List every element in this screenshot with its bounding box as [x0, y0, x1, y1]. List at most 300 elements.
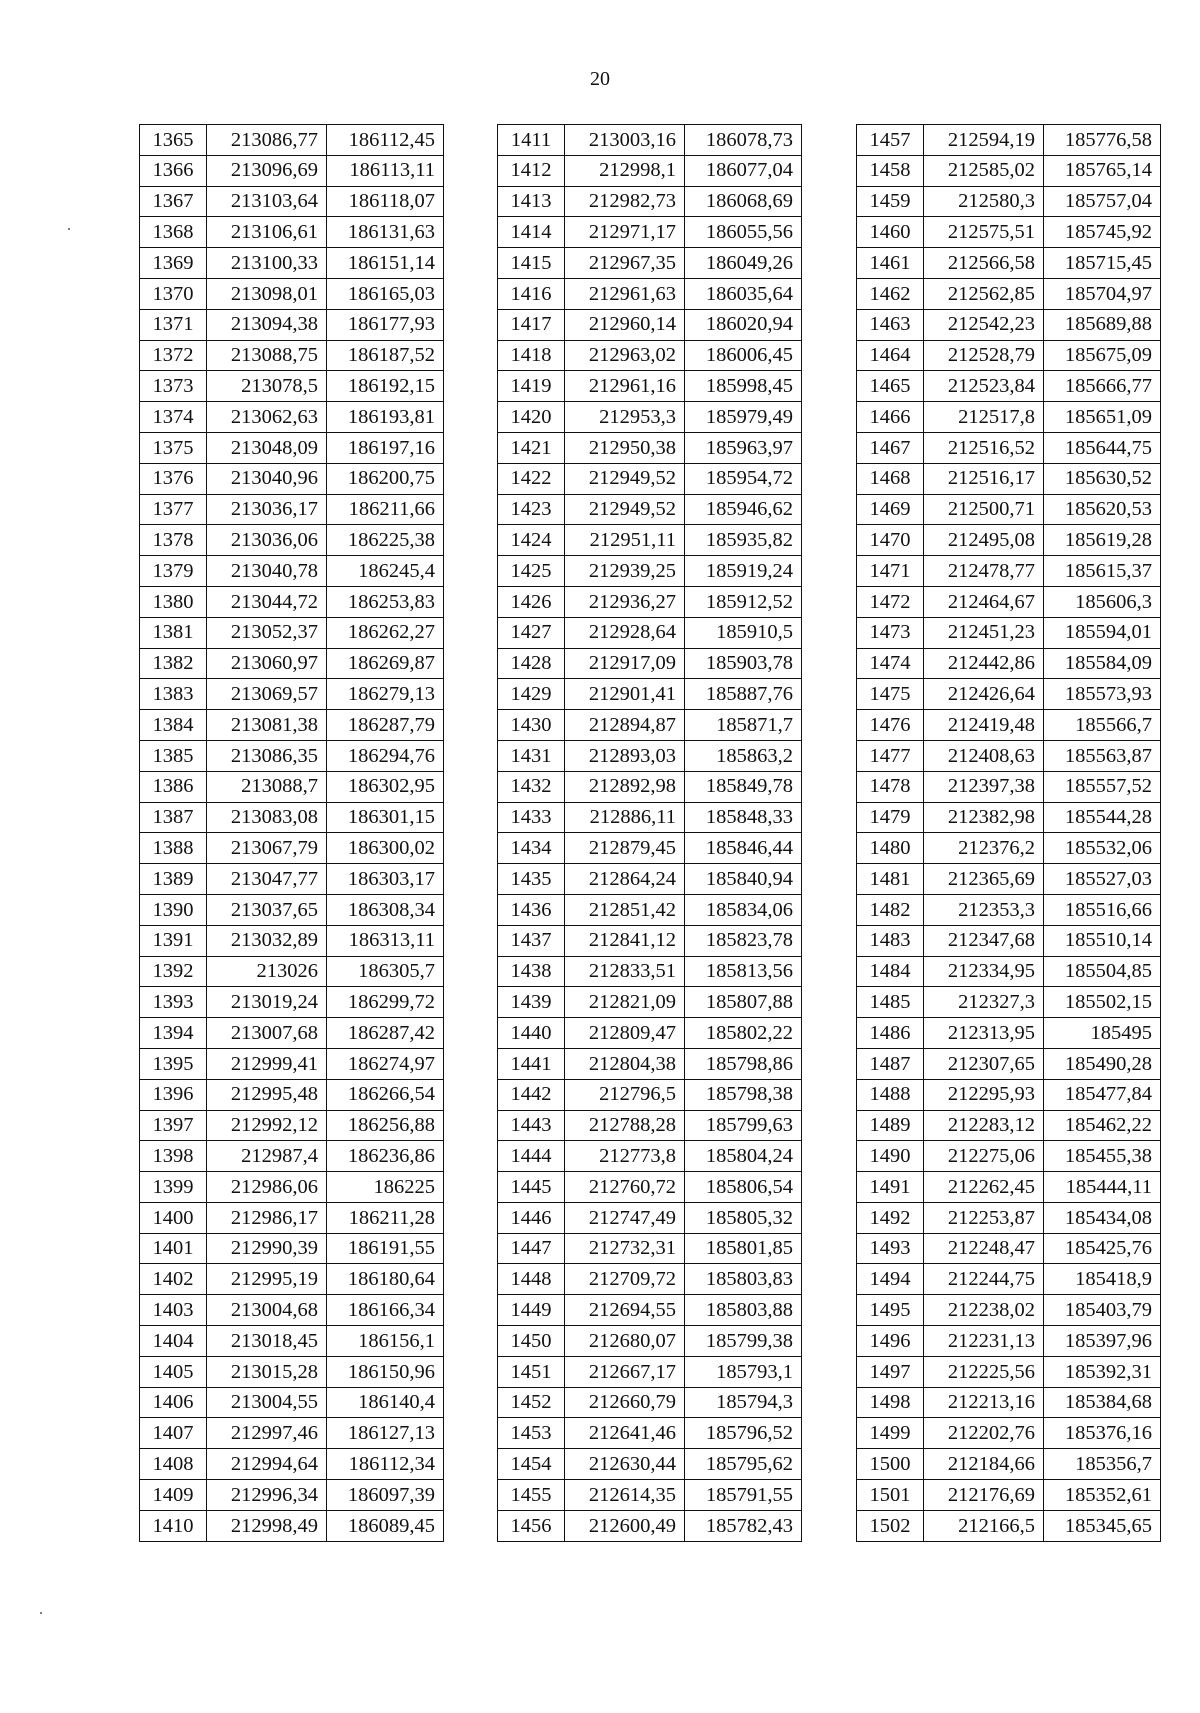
- table-row: [140, 956, 444, 987]
- y-coordinate-cell: 185745,92: [1044, 217, 1161, 248]
- x-coordinate-cell: 213007,68: [207, 1018, 327, 1049]
- table-row: [857, 864, 1161, 895]
- y-coordinate-cell: 185910,5: [685, 617, 802, 648]
- x-coordinate-cell: 212202,76: [924, 1418, 1044, 1449]
- x-coordinate-cell: 212851,42: [565, 894, 685, 925]
- y-coordinate-cell: 186112,34: [327, 1449, 444, 1480]
- y-coordinate-cell: 185620,53: [1044, 494, 1161, 525]
- point-number-cell: 1405: [140, 1356, 207, 1387]
- point-number-cell: 1371: [140, 309, 207, 340]
- table-row: [498, 617, 802, 648]
- table-row: [498, 710, 802, 741]
- x-coordinate-cell: 212517,8: [924, 402, 1044, 433]
- y-coordinate-cell: 185935,82: [685, 525, 802, 556]
- point-number-cell: 1392: [140, 956, 207, 987]
- point-number-cell: 1494: [857, 1264, 924, 1295]
- x-coordinate-cell: 212747,49: [565, 1202, 685, 1233]
- x-coordinate-cell: 213096,69: [207, 155, 327, 186]
- x-coordinate-cell: 213004,68: [207, 1295, 327, 1326]
- x-coordinate-cell: 212995,48: [207, 1079, 327, 1110]
- table-row: [857, 740, 1161, 771]
- y-coordinate-cell: 186279,13: [327, 679, 444, 710]
- table-row: [857, 248, 1161, 279]
- y-coordinate-cell: 185963,97: [685, 432, 802, 463]
- x-coordinate-cell: 212821,09: [565, 987, 685, 1018]
- point-number-cell: 1414: [498, 217, 565, 248]
- x-coordinate-cell: 213094,38: [207, 309, 327, 340]
- y-coordinate-cell: 185490,28: [1044, 1048, 1161, 1079]
- x-coordinate-cell: 212542,23: [924, 309, 1044, 340]
- y-coordinate-cell: 185848,33: [685, 802, 802, 833]
- point-number-cell: 1378: [140, 525, 207, 556]
- point-number-cell: 1443: [498, 1110, 565, 1141]
- x-coordinate-cell: 212732,31: [565, 1233, 685, 1264]
- point-number-cell: 1495: [857, 1295, 924, 1326]
- x-coordinate-cell: 212998,1: [565, 155, 685, 186]
- x-coordinate-cell: 212353,3: [924, 894, 1044, 925]
- y-coordinate-cell: 185804,24: [685, 1141, 802, 1172]
- table-row: [857, 1079, 1161, 1110]
- table-row: [140, 1110, 444, 1141]
- table-row: [498, 525, 802, 556]
- point-number-cell: 1408: [140, 1449, 207, 1480]
- point-number-cell: 1388: [140, 833, 207, 864]
- x-coordinate-cell: 212528,79: [924, 340, 1044, 371]
- table-row: [498, 309, 802, 340]
- point-number-cell: 1471: [857, 556, 924, 587]
- y-coordinate-cell: 185356,7: [1044, 1449, 1161, 1480]
- x-coordinate-cell: 212788,28: [565, 1110, 685, 1141]
- y-coordinate-cell: 185807,88: [685, 987, 802, 1018]
- point-number-cell: 1429: [498, 679, 565, 710]
- x-coordinate-cell: 213069,57: [207, 679, 327, 710]
- table-row: [857, 1264, 1161, 1295]
- table-row: [857, 1141, 1161, 1172]
- table-row: [140, 1202, 444, 1233]
- table-row: [140, 525, 444, 556]
- y-coordinate-cell: 185813,56: [685, 956, 802, 987]
- table-row: [498, 556, 802, 587]
- point-number-cell: 1432: [498, 771, 565, 802]
- y-coordinate-cell: 185594,01: [1044, 617, 1161, 648]
- point-number-cell: 1458: [857, 155, 924, 186]
- x-coordinate-cell: 212709,72: [565, 1264, 685, 1295]
- y-coordinate-cell: 185644,75: [1044, 432, 1161, 463]
- y-coordinate-cell: 185912,52: [685, 586, 802, 617]
- point-number-cell: 1381: [140, 617, 207, 648]
- point-number-cell: 1473: [857, 617, 924, 648]
- x-coordinate-cell: 212936,27: [565, 586, 685, 617]
- point-number-cell: 1419: [498, 371, 565, 402]
- x-coordinate-cell: 213040,78: [207, 556, 327, 587]
- y-coordinate-cell: 186308,34: [327, 894, 444, 925]
- x-coordinate-cell: 212971,17: [565, 217, 685, 248]
- x-coordinate-cell: 212999,41: [207, 1048, 327, 1079]
- table-row: [857, 1202, 1161, 1233]
- table-row: [498, 740, 802, 771]
- y-coordinate-cell: 185798,86: [685, 1048, 802, 1079]
- x-coordinate-cell: 212283,12: [924, 1110, 1044, 1141]
- table-row: [140, 1172, 444, 1203]
- table-row: [498, 155, 802, 186]
- table-row: [498, 494, 802, 525]
- table-row: [498, 1264, 802, 1295]
- y-coordinate-cell: 186180,64: [327, 1264, 444, 1295]
- table-row: [857, 987, 1161, 1018]
- table-row: [498, 586, 802, 617]
- x-coordinate-cell: 213019,24: [207, 987, 327, 1018]
- x-coordinate-cell: 212886,11: [565, 802, 685, 833]
- table-row: [140, 648, 444, 679]
- y-coordinate-cell: 186299,72: [327, 987, 444, 1018]
- x-coordinate-cell: 212917,09: [565, 648, 685, 679]
- table-row: [140, 1387, 444, 1418]
- y-coordinate-cell: 186165,03: [327, 278, 444, 309]
- point-number-cell: 1389: [140, 864, 207, 895]
- point-number-cell: 1383: [140, 679, 207, 710]
- y-coordinate-cell: 185510,14: [1044, 925, 1161, 956]
- point-number-cell: 1382: [140, 648, 207, 679]
- table-row: [857, 1048, 1161, 1079]
- y-coordinate-cell: 186245,4: [327, 556, 444, 587]
- point-number-cell: 1454: [498, 1449, 565, 1480]
- x-coordinate-cell: 212600,49: [565, 1510, 685, 1541]
- y-coordinate-cell: 185765,14: [1044, 155, 1161, 186]
- table-row: [498, 894, 802, 925]
- point-number-cell: 1374: [140, 402, 207, 433]
- x-coordinate-cell: 212949,52: [565, 463, 685, 494]
- table-row: [140, 1510, 444, 1541]
- x-coordinate-cell: 212893,03: [565, 740, 685, 771]
- y-coordinate-cell: 185444,11: [1044, 1172, 1161, 1203]
- table-row: [498, 248, 802, 279]
- table-row: [140, 679, 444, 710]
- x-coordinate-cell: 212694,55: [565, 1295, 685, 1326]
- table-row: [498, 1418, 802, 1449]
- table-row: [498, 402, 802, 433]
- point-number-cell: 1476: [857, 710, 924, 741]
- coordinates-table-right: [856, 124, 1161, 1542]
- y-coordinate-cell: 186211,66: [327, 494, 444, 525]
- x-coordinate-cell: 213032,89: [207, 925, 327, 956]
- table-row: [140, 556, 444, 587]
- table-row: [857, 833, 1161, 864]
- point-number-cell: 1427: [498, 617, 565, 648]
- x-coordinate-cell: 212426,64: [924, 679, 1044, 710]
- y-coordinate-cell: 186113,11: [327, 155, 444, 186]
- x-coordinate-cell: 212523,84: [924, 371, 1044, 402]
- y-coordinate-cell: 185799,63: [685, 1110, 802, 1141]
- point-number-cell: 1479: [857, 802, 924, 833]
- x-coordinate-cell: 212987,4: [207, 1141, 327, 1172]
- table-row: [498, 1141, 802, 1172]
- table-row: [857, 1480, 1161, 1511]
- x-coordinate-cell: 212680,07: [565, 1326, 685, 1357]
- x-coordinate-cell: 212760,72: [565, 1172, 685, 1203]
- table-row: [498, 771, 802, 802]
- point-number-cell: 1465: [857, 371, 924, 402]
- y-coordinate-cell: 185954,72: [685, 463, 802, 494]
- point-number-cell: 1394: [140, 1018, 207, 1049]
- y-coordinate-cell: 186225,38: [327, 525, 444, 556]
- y-coordinate-cell: 185801,85: [685, 1233, 802, 1264]
- x-coordinate-cell: 212960,14: [565, 309, 685, 340]
- point-number-cell: 1400: [140, 1202, 207, 1233]
- table-row: [857, 679, 1161, 710]
- y-coordinate-cell: 185823,78: [685, 925, 802, 956]
- x-coordinate-cell: 212961,16: [565, 371, 685, 402]
- point-number-cell: 1369: [140, 248, 207, 279]
- point-number-cell: 1375: [140, 432, 207, 463]
- table-row: [857, 217, 1161, 248]
- table-row: [498, 1018, 802, 1049]
- y-coordinate-cell: 186156,1: [327, 1326, 444, 1357]
- x-coordinate-cell: 212996,34: [207, 1480, 327, 1511]
- table-row: [140, 987, 444, 1018]
- point-number-cell: 1436: [498, 894, 565, 925]
- table-row: [498, 432, 802, 463]
- point-number-cell: 1489: [857, 1110, 924, 1141]
- y-coordinate-cell: 185795,62: [685, 1449, 802, 1480]
- point-number-cell: 1475: [857, 679, 924, 710]
- x-coordinate-cell: 212995,19: [207, 1264, 327, 1295]
- y-coordinate-cell: 185903,78: [685, 648, 802, 679]
- x-coordinate-cell: 213047,77: [207, 864, 327, 895]
- point-number-cell: 1459: [857, 186, 924, 217]
- table-row: [498, 1172, 802, 1203]
- table-row: [140, 1048, 444, 1079]
- point-number-cell: 1456: [498, 1510, 565, 1541]
- table-row: [498, 1202, 802, 1233]
- table-row: [498, 802, 802, 833]
- x-coordinate-cell: 212213,16: [924, 1387, 1044, 1418]
- x-coordinate-cell: 213040,96: [207, 463, 327, 494]
- y-coordinate-cell: 185532,06: [1044, 833, 1161, 864]
- y-coordinate-cell: 186303,17: [327, 864, 444, 895]
- x-coordinate-cell: 212667,17: [565, 1356, 685, 1387]
- table-row: [857, 1233, 1161, 1264]
- x-coordinate-cell: 212963,02: [565, 340, 685, 371]
- x-coordinate-cell: 212841,12: [565, 925, 685, 956]
- y-coordinate-cell: 185455,38: [1044, 1141, 1161, 1172]
- x-coordinate-cell: 213086,77: [207, 125, 327, 156]
- point-number-cell: 1430: [498, 710, 565, 741]
- point-number-cell: 1376: [140, 463, 207, 494]
- x-coordinate-cell: 213098,01: [207, 278, 327, 309]
- y-coordinate-cell: 185651,09: [1044, 402, 1161, 433]
- y-coordinate-cell: 186262,27: [327, 617, 444, 648]
- point-number-cell: 1441: [498, 1048, 565, 1079]
- x-coordinate-cell: 213044,72: [207, 586, 327, 617]
- x-coordinate-cell: 212986,17: [207, 1202, 327, 1233]
- y-coordinate-cell: 185606,3: [1044, 586, 1161, 617]
- table-row: [140, 833, 444, 864]
- x-coordinate-cell: 212382,98: [924, 802, 1044, 833]
- x-coordinate-cell: 213106,61: [207, 217, 327, 248]
- x-coordinate-cell: 212986,06: [207, 1172, 327, 1203]
- y-coordinate-cell: 186127,13: [327, 1418, 444, 1449]
- table-row: [857, 125, 1161, 156]
- y-coordinate-cell: 185495: [1044, 1018, 1161, 1049]
- table-row: [498, 679, 802, 710]
- y-coordinate-cell: 185919,24: [685, 556, 802, 587]
- table-row: [857, 956, 1161, 987]
- point-number-cell: 1415: [498, 248, 565, 279]
- point-number-cell: 1410: [140, 1510, 207, 1541]
- x-coordinate-cell: 212295,93: [924, 1079, 1044, 1110]
- y-coordinate-cell: 186140,4: [327, 1387, 444, 1418]
- x-coordinate-cell: 213015,28: [207, 1356, 327, 1387]
- x-coordinate-cell: 212660,79: [565, 1387, 685, 1418]
- point-number-cell: 1474: [857, 648, 924, 679]
- point-number-cell: 1380: [140, 586, 207, 617]
- table-row: [140, 1079, 444, 1110]
- table-row: [857, 1510, 1161, 1541]
- x-coordinate-cell: 212442,86: [924, 648, 1044, 679]
- y-coordinate-cell: 185462,22: [1044, 1110, 1161, 1141]
- point-number-cell: 1416: [498, 278, 565, 309]
- table-row: [498, 1079, 802, 1110]
- y-coordinate-cell: 185798,38: [685, 1079, 802, 1110]
- table-row: [140, 771, 444, 802]
- y-coordinate-cell: 185979,49: [685, 402, 802, 433]
- x-coordinate-cell: 213037,65: [207, 894, 327, 925]
- y-coordinate-cell: 185527,03: [1044, 864, 1161, 895]
- y-coordinate-cell: 186020,94: [685, 309, 802, 340]
- y-coordinate-cell: 185392,31: [1044, 1356, 1161, 1387]
- point-number-cell: 1420: [498, 402, 565, 433]
- table-row: [498, 1295, 802, 1326]
- table-row: [857, 802, 1161, 833]
- table-row: [857, 1356, 1161, 1387]
- table-row: [140, 586, 444, 617]
- y-coordinate-cell: 185418,9: [1044, 1264, 1161, 1295]
- y-coordinate-cell: 186300,02: [327, 833, 444, 864]
- table-row: [140, 155, 444, 186]
- y-coordinate-cell: 186006,45: [685, 340, 802, 371]
- y-coordinate-cell: 185863,2: [685, 740, 802, 771]
- point-number-cell: 1455: [498, 1480, 565, 1511]
- x-coordinate-cell: 213088,7: [207, 771, 327, 802]
- table-row: [140, 925, 444, 956]
- table-row: [498, 1449, 802, 1480]
- x-coordinate-cell: 212961,63: [565, 278, 685, 309]
- table-row: [498, 1233, 802, 1264]
- point-number-cell: 1439: [498, 987, 565, 1018]
- point-number-cell: 1496: [857, 1326, 924, 1357]
- point-number-cell: 1390: [140, 894, 207, 925]
- table-row: [140, 802, 444, 833]
- y-coordinate-cell: 185477,84: [1044, 1079, 1161, 1110]
- point-number-cell: 1501: [857, 1480, 924, 1511]
- y-coordinate-cell: 186313,11: [327, 925, 444, 956]
- point-number-cell: 1499: [857, 1418, 924, 1449]
- point-number-cell: 1391: [140, 925, 207, 956]
- table-row: [498, 648, 802, 679]
- y-coordinate-cell: 186302,95: [327, 771, 444, 802]
- x-coordinate-cell: 212585,02: [924, 155, 1044, 186]
- table-row: [140, 186, 444, 217]
- point-number-cell: 1482: [857, 894, 924, 925]
- point-number-cell: 1469: [857, 494, 924, 525]
- point-number-cell: 1396: [140, 1079, 207, 1110]
- y-coordinate-cell: 185566,7: [1044, 710, 1161, 741]
- y-coordinate-cell: 186118,07: [327, 186, 444, 217]
- table-row: [857, 1387, 1161, 1418]
- table-row: [140, 710, 444, 741]
- table-row: [140, 217, 444, 248]
- point-number-cell: 1397: [140, 1110, 207, 1141]
- x-coordinate-cell: 212894,87: [565, 710, 685, 741]
- table-row: [857, 1295, 1161, 1326]
- point-number-cell: 1440: [498, 1018, 565, 1049]
- y-coordinate-cell: 185806,54: [685, 1172, 802, 1203]
- table-row: [140, 248, 444, 279]
- table-row: [857, 525, 1161, 556]
- table-row: [857, 1449, 1161, 1480]
- x-coordinate-cell: 213081,38: [207, 710, 327, 741]
- point-number-cell: 1384: [140, 710, 207, 741]
- table-row: [140, 1418, 444, 1449]
- point-number-cell: 1486: [857, 1018, 924, 1049]
- point-number-cell: 1404: [140, 1326, 207, 1357]
- x-coordinate-cell: 212950,38: [565, 432, 685, 463]
- y-coordinate-cell: 186097,39: [327, 1480, 444, 1511]
- point-number-cell: 1449: [498, 1295, 565, 1326]
- point-number-cell: 1412: [498, 155, 565, 186]
- table-row: [857, 771, 1161, 802]
- y-coordinate-cell: 185584,09: [1044, 648, 1161, 679]
- table-row: [857, 155, 1161, 186]
- y-coordinate-cell: 186294,76: [327, 740, 444, 771]
- coordinates-table-left: [139, 124, 444, 1542]
- point-number-cell: 1447: [498, 1233, 565, 1264]
- table-row: [498, 956, 802, 987]
- table-row: [140, 1295, 444, 1326]
- point-number-cell: 1426: [498, 586, 565, 617]
- point-number-cell: 1424: [498, 525, 565, 556]
- table-row: [140, 894, 444, 925]
- y-coordinate-cell: 185998,45: [685, 371, 802, 402]
- table-row: [857, 402, 1161, 433]
- x-coordinate-cell: 212313,95: [924, 1018, 1044, 1049]
- table-row: [857, 371, 1161, 402]
- y-coordinate-cell: 185689,88: [1044, 309, 1161, 340]
- point-number-cell: 1399: [140, 1172, 207, 1203]
- point-number-cell: 1502: [857, 1510, 924, 1541]
- point-number-cell: 1472: [857, 586, 924, 617]
- table-row: [857, 925, 1161, 956]
- y-coordinate-cell: 186269,87: [327, 648, 444, 679]
- y-coordinate-cell: 185782,43: [685, 1510, 802, 1541]
- point-number-cell: 1393: [140, 987, 207, 1018]
- x-coordinate-cell: 212225,56: [924, 1356, 1044, 1387]
- x-coordinate-cell: 212516,52: [924, 432, 1044, 463]
- x-coordinate-cell: 212231,13: [924, 1326, 1044, 1357]
- x-coordinate-cell: 212376,2: [924, 833, 1044, 864]
- x-coordinate-cell: 212879,45: [565, 833, 685, 864]
- x-coordinate-cell: 212953,3: [565, 402, 685, 433]
- x-coordinate-cell: 212773,8: [565, 1141, 685, 1172]
- x-coordinate-cell: 212334,95: [924, 956, 1044, 987]
- x-coordinate-cell: 213026: [207, 956, 327, 987]
- point-number-cell: 1493: [857, 1233, 924, 1264]
- point-number-cell: 1411: [498, 125, 565, 156]
- point-number-cell: 1450: [498, 1326, 565, 1357]
- point-number-cell: 1483: [857, 925, 924, 956]
- x-coordinate-cell: 212244,75: [924, 1264, 1044, 1295]
- y-coordinate-cell: 186177,93: [327, 309, 444, 340]
